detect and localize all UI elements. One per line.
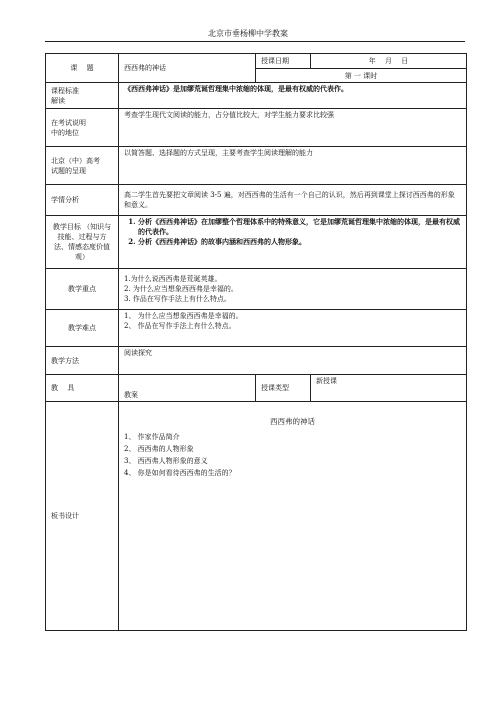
student-analysis-label: 学情分析: [46, 185, 119, 216]
standard-value: 《西西弗神话》是加缪荒诞哲理集中浓缩的体现，是最有权威的代表作。: [119, 83, 467, 109]
board-list: [124, 431, 461, 479]
exam-presentation-row: [46, 147, 467, 185]
board-item: 4、 你是如何看待西西弗的生活的？: [124, 469, 236, 477]
difficulties-value: [119, 310, 467, 347]
goals-row: [46, 216, 467, 269]
tools-label: 教 具: [46, 375, 119, 402]
date-label: 授课日期: [256, 54, 311, 69]
date-value: 年 月 日: [311, 54, 467, 69]
student-analysis-value: 高二学生首先要把文章阅读 3-5 遍，对西西弗的生活有一个自己的认识，然后再到课堂上探讨西西弗的形象和意义。: [119, 185, 467, 216]
student-analysis-row: [46, 185, 467, 216]
difficulties-row: [46, 310, 467, 347]
exam-presentation-value: 以简答题、选择题的方式呈现，主要考查学生阅读理解的能力: [119, 147, 467, 185]
board-row: [46, 402, 467, 631]
difficulties-label: 教学难点: [46, 310, 119, 347]
topic-label: 课 题: [46, 54, 119, 83]
goals-value: [119, 216, 467, 269]
exam-presentation-label: 北京（中）高考 试题的呈现: [46, 147, 119, 185]
key-points-label: 教学重点: [46, 269, 119, 310]
lesson-type-label: 授课类型: [256, 375, 311, 402]
exam-position-row: [46, 109, 467, 147]
board-item: 1、 作家作品简介: [124, 433, 180, 441]
lesson-number: 第 一 课时: [256, 69, 467, 83]
key-point-item: 2. 为什么应当想象西西弗是幸福的。: [124, 285, 238, 293]
exam-position-value: 考查学生现代文阅读的能力，占分值比较大，对学生能力要求比较强: [119, 109, 467, 147]
key-point-item: 3. 作品在写作手法上有什么特点。: [124, 295, 231, 303]
key-point-item: 1.为什么说西西弗是荒诞英雄。: [124, 275, 222, 283]
topic-value: 西西弗的神话: [119, 54, 256, 83]
goal-item: 1. 分析《西西弗神话》在加缪整个哲理体系中的特殊意义，它是加缪荒诞哲理集中浓缩的体现，是最有权威的代表作。: [138, 217, 461, 237]
goals-label: 教学目标 （知识与技能、过程与方法、情感态度价值观）: [46, 216, 119, 269]
difficulty-item: 2、 作品在写作手法上有什么特点。: [124, 322, 236, 330]
method-label: 教学方法: [46, 347, 119, 375]
header-divider: [45, 41, 465, 42]
standard-label: 课程标准 解读: [46, 83, 119, 109]
board-item: 3、 西西弗人物形象的意义: [124, 457, 208, 465]
difficulty-item: 1、 为什么应当想象西西弗是幸福的。: [124, 312, 243, 320]
board-item: 2、 西西弗的人物形象: [124, 445, 194, 453]
exam-position-label: 在考试说明 中的地位: [46, 109, 119, 147]
tools-row: [46, 375, 467, 402]
board-title: 西西弗的神话: [270, 417, 315, 426]
key-points-row: [46, 269, 467, 310]
topic-row: [46, 54, 467, 69]
key-points-value: [119, 269, 467, 310]
goal-item: 2. 分析《西西弗神话》的故事内涵和西西弗的人物形象。: [138, 237, 461, 247]
tools-value: 教案: [119, 375, 256, 402]
method-row: [46, 347, 467, 375]
method-value: 阅读探究: [119, 347, 467, 375]
standard-row: [46, 83, 467, 109]
lesson-type-value: 新授课: [311, 375, 467, 402]
board-content: [119, 402, 467, 631]
page-header-title: 北京市垂杨柳中学教案: [208, 29, 288, 38]
board-label: 板书设计: [46, 402, 119, 631]
lesson-plan-table: [45, 53, 467, 631]
goals-list: [124, 217, 461, 247]
